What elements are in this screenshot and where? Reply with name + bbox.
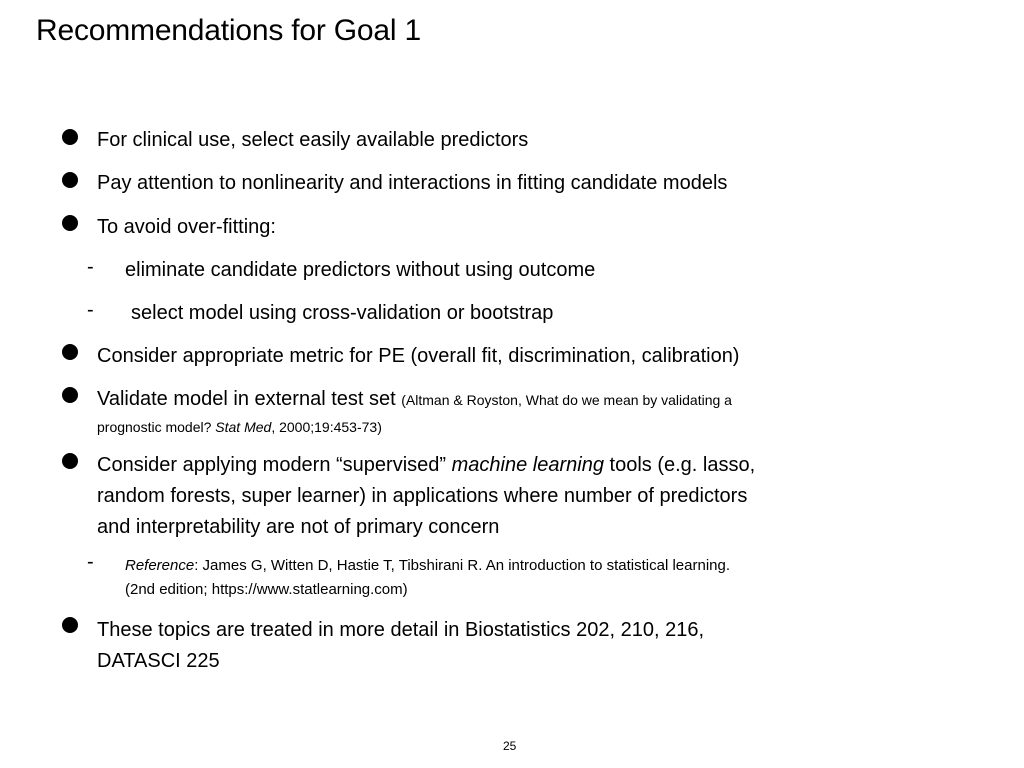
bullet-main-text: Validate model in external test set: [97, 388, 396, 410]
bullet-text: Pay attention to nonlinearity and interactions in fitting candidate models: [97, 172, 728, 194]
bullet-text: These topics are treated in more detail in Biostatistics 202, 210, 216,: [97, 619, 705, 641]
page-number: 25: [503, 739, 517, 753]
citation-text: prognostic model?: [97, 419, 212, 435]
reference-line: (2nd edition; https://www.statlearning.com): [125, 581, 408, 598]
bullet-dot-icon: [62, 617, 78, 633]
emphasis-text: machine learning: [451, 454, 604, 476]
bullet-dot-icon: [62, 215, 78, 231]
bullet-dot-icon: [62, 453, 78, 469]
dash-icon: -: [87, 299, 94, 321]
bullet-text-part: Consider applying modern “supervised”: [97, 454, 447, 476]
bullet-text-line: random forests, super learner) in applications where number of predictors: [97, 485, 748, 507]
sub-bullet-text: select model using cross-validation or bootstrap: [131, 302, 554, 324]
citation-text: , 2000;19:453-73): [271, 419, 382, 435]
bullet-dot-icon: [62, 344, 78, 360]
bullet-dot-icon: [62, 129, 78, 145]
bullet-text: Consider appropriate metric for PE (overall fit, discrimination, calibration): [97, 345, 740, 367]
bullet-text: For clinical use, select easily available predictors: [97, 129, 529, 151]
sub-bullet-text: eliminate candidate predictors without using outcome: [125, 259, 596, 281]
dash-icon: -: [87, 551, 94, 573]
slide-title: Recommendations for Goal 1: [36, 14, 421, 47]
bullet-dot-icon: [62, 172, 78, 188]
reference-label: Reference: [125, 557, 195, 574]
bullet-text-part: tools (e.g. lasso,: [609, 454, 756, 476]
bullet-text-line: and interpretability are not of primary concern: [97, 516, 500, 538]
dash-icon: -: [87, 256, 94, 278]
bullet-text: To avoid over-fitting:: [97, 216, 276, 238]
bullet-dot-icon: [62, 387, 78, 403]
bullet-text: [97, 388, 732, 411]
citation-journal: Stat Med: [215, 419, 272, 435]
citation-line: [97, 416, 382, 438]
reference-text: : James G, Witten D, Hastie T, Tibshirani R. An introduction to statistical learning.: [194, 557, 730, 574]
reference-line: [125, 554, 730, 578]
citation-text: (Altman & Royston, What do we mean by validating a: [401, 392, 732, 408]
bullet-text-line: DATASCI 225: [97, 650, 220, 672]
bullet-text: [97, 454, 755, 476]
